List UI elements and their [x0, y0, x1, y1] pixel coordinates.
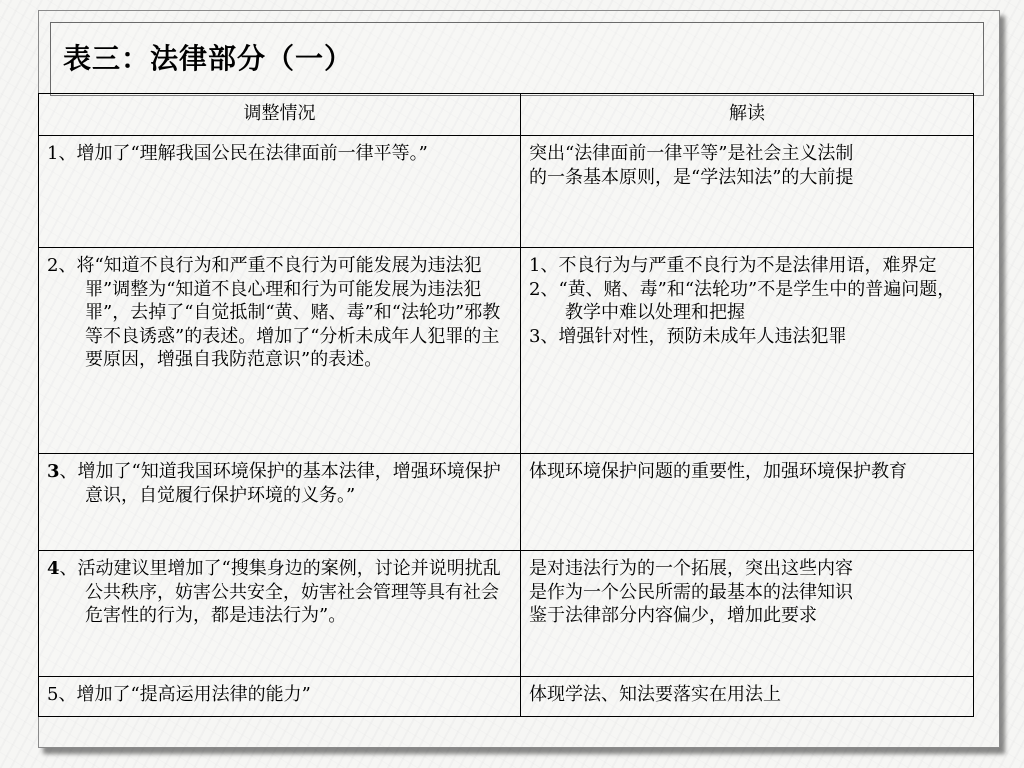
interpretation-line: 是作为一个公民所需的最基本的法律知识: [529, 581, 853, 603]
table-row: [39, 136, 974, 248]
table-row: [39, 551, 974, 677]
interpretation-line: 是对违法行为的一个拓展，突出这些内容: [529, 558, 853, 579]
item-text: 、将“知道不良行为和严重不良行为可能发展为违法犯罪”调整为“知道不良心理和行为可能发展为违法犯罪”，去掉了“自觉抵制“黄、赌、毒”和“法轮功”邪教等不良诱惑”的表述。增加了“分析未成年人犯罪的主要原因，增强自我防范意识”的表述。: [58, 255, 501, 370]
adjustment-text: [47, 460, 516, 507]
item-text: 、增加了“理解我国公民在法律面前一律平等。”: [58, 143, 428, 164]
column-header-interpretation: 解读: [521, 94, 974, 136]
adjustment-cell: [39, 551, 521, 677]
adjustment-cell: [39, 454, 521, 551]
item-number: 5: [47, 684, 59, 705]
interpretation-cell: [521, 551, 974, 677]
content-table: [38, 93, 974, 717]
table-header-row: [39, 94, 974, 136]
adjustment-text: [47, 557, 516, 628]
interpretation-line: 鉴于法律部分内容偏少，增加此要求: [529, 605, 817, 626]
item-number: 2: [47, 255, 59, 276]
table-row: [39, 248, 974, 454]
adjustment-cell: [39, 248, 521, 454]
interpretation-line: 突出“法律面前一律平等”是社会主义法制: [529, 143, 854, 164]
interpretation-line: 的一条基本原则，是“学法知法”的大前提: [529, 166, 854, 188]
interpretation-cell: [521, 248, 974, 454]
adjustment-text: [47, 254, 516, 372]
interpretation-line: 体现学法、知法要落实在用法上: [529, 684, 781, 705]
interpretation-line: 3、增强针对性，预防未成年人违法犯罪: [529, 325, 847, 347]
column-header-adjustment: 调整情况: [39, 94, 521, 136]
interpretation-line: 体现环境保护问题的重要性，加强环境保护教育: [529, 461, 907, 482]
adjustment-text: [47, 683, 516, 707]
adjustment-cell: [39, 136, 521, 248]
interpretation-line: 1、不良行为与严重不良行为不是法律用语，难界定: [529, 255, 937, 276]
table-row: [39, 454, 974, 551]
item-number: 3: [47, 461, 60, 482]
adjustment-cell: [39, 677, 521, 717]
interpretation-cell: [521, 454, 974, 551]
item-text: 、活动建议里增加了“搜集身边的案例，讨论并说明扰乱公共秩序，妨害公共安全，妨害社会管理等具有社会危害性的行为，都是违法行为”。: [59, 558, 501, 626]
interpretation-line: 2、“黄、赌、毒”和“法轮功”不是学生中的普遍问题，教学中难以处理和把握: [529, 278, 956, 323]
title-box: [50, 22, 984, 96]
interpretation-cell: [521, 677, 974, 717]
item-text: 、增加了“知道我国环境保护的基本法律，增强环境保护意识，自觉履行保护环境的义务。”: [59, 461, 501, 506]
interpretation-cell: [521, 136, 974, 248]
item-number: 1: [47, 143, 59, 164]
table-row: [39, 677, 974, 717]
item-number: 4: [47, 558, 60, 579]
page-title: 表三：法律部分（一）: [63, 42, 354, 75]
adjustment-text: [47, 142, 516, 166]
item-text: 、增加了“提高运用法律的能力”: [58, 684, 311, 705]
